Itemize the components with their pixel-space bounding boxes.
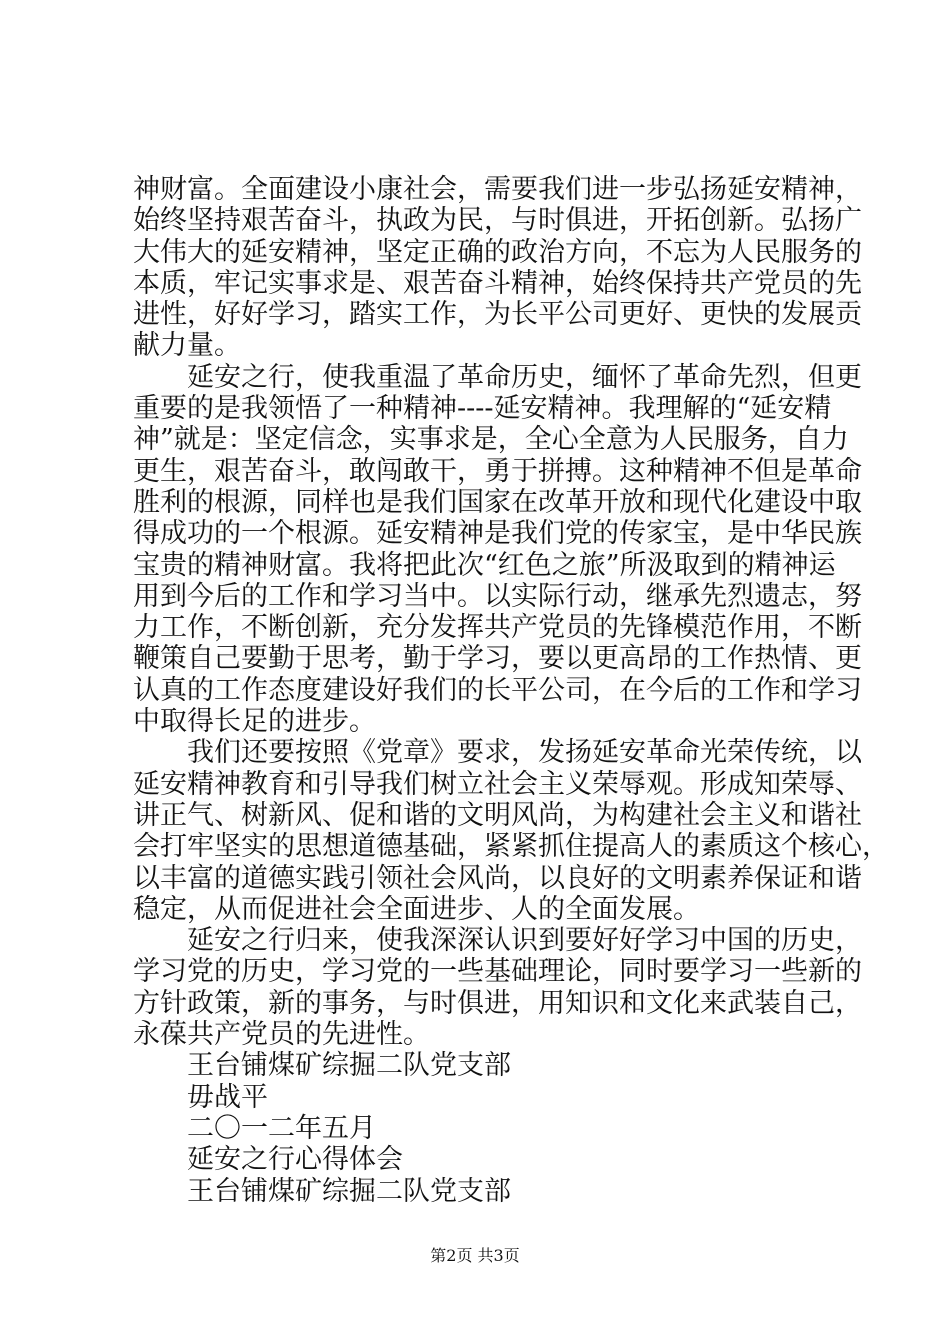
text-line: 力工作，不断创新，充分发挥共产党员的先锋模范作用，不断 [133,612,862,644]
text-line: 始终坚持艰苦奋斗，执政为民，与时俱进，开拓创新。弘扬广 [133,205,862,237]
text-line: 大伟大的延安精神，坚定正确的政治方向，不忘为人民服务的 [133,236,862,268]
text-line: 献力量。 [133,330,241,362]
text-line: 中取得长足的进步。 [133,706,376,738]
text-line: 本质，牢记实事求是、艰苦奋斗精神，始终保持共产党员的先 [133,267,862,299]
text-line: 方针政策，新的事务，与时俱进，用知识和文化来武装自己， [133,987,862,1019]
text-line: 神财富。全面建设小康社会，需要我们进一步弘扬延安精神， [133,174,862,205]
text-line: 延安精神教育和引导我们树立社会主义荣辱观。形成知荣辱、 [133,768,862,800]
text-line: 延安之行，使我重温了革命历史，缅怀了革命先烈，但更 [133,361,862,393]
page-footer: 第2页 共3页 [430,1246,520,1265]
text-line: 鞭策自己要勤于思考，勤于学习，要以更高昂的工作热情、更 [133,643,862,675]
document-body [133,174,889,1207]
text-line: 我们还要按照《党章》要求，发扬延安革命光荣传统，以 [133,737,862,769]
text-line: 延安之行归来，使我深深认识到要好好学习中国的历史， [133,925,862,957]
text-line: 王台铺煤矿综掘二队党支部 [133,1175,511,1207]
text-line: 更生，艰苦奋斗，敢闯敢干，勇于拼搏。这种精神不但是革命 [133,455,862,487]
text-line: 永葆共产党员的先进性。 [133,1019,430,1051]
text-line: 稳定，从而促进社会全面进步、人的全面发展。 [133,893,700,925]
text-line: 胜利的根源，同样也是我们国家在改革开放和现代化建设中取 [133,486,862,518]
text-line: 重要的是我领悟了一种精神----延安精神。我理解的“延安精 [133,393,832,425]
text-line: 讲正气、树新风、促和谐的文明风尚，为构建社会主义和谐社 [133,799,862,831]
text-line: 毋战平 [133,1081,268,1113]
text-line: 进性，好好学习，踏实工作，为长平公司更好、更快的发展贡 [133,299,862,331]
text-line: 用到今后的工作和学习当中。以实际行动，继承先烈遗志，努 [133,580,862,612]
text-line: 以丰富的道德实践引领社会风尚，以良好的文明素养保证和谐 [133,862,862,894]
text-line: 得成功的一个根源。延安精神是我们党的传家宝，是中华民族 [133,518,862,550]
text-line: 二〇一二年五月 [133,1112,376,1144]
text-line: 会打牢坚实的思想道德基础，紧紧抓住提高人的素质这个核心， [133,831,889,863]
text-line: 认真的工作态度建设好我们的长平公司，在今后的工作和学习 [133,674,862,706]
text-line: 学习党的历史，学习党的一些基础理论，同时要学习一些新的 [133,956,862,988]
text-line: 宝贵的精神财富。我将把此次“红色之旅”所汲取到的精神运 [133,549,836,581]
text-line: 延安之行心得体会 [133,1144,403,1176]
text-line: 神”就是：坚定信念，实事求是，全心全意为人民服务，自力 [133,424,849,456]
text-line: 王台铺煤矿综掘二队党支部 [133,1050,511,1082]
